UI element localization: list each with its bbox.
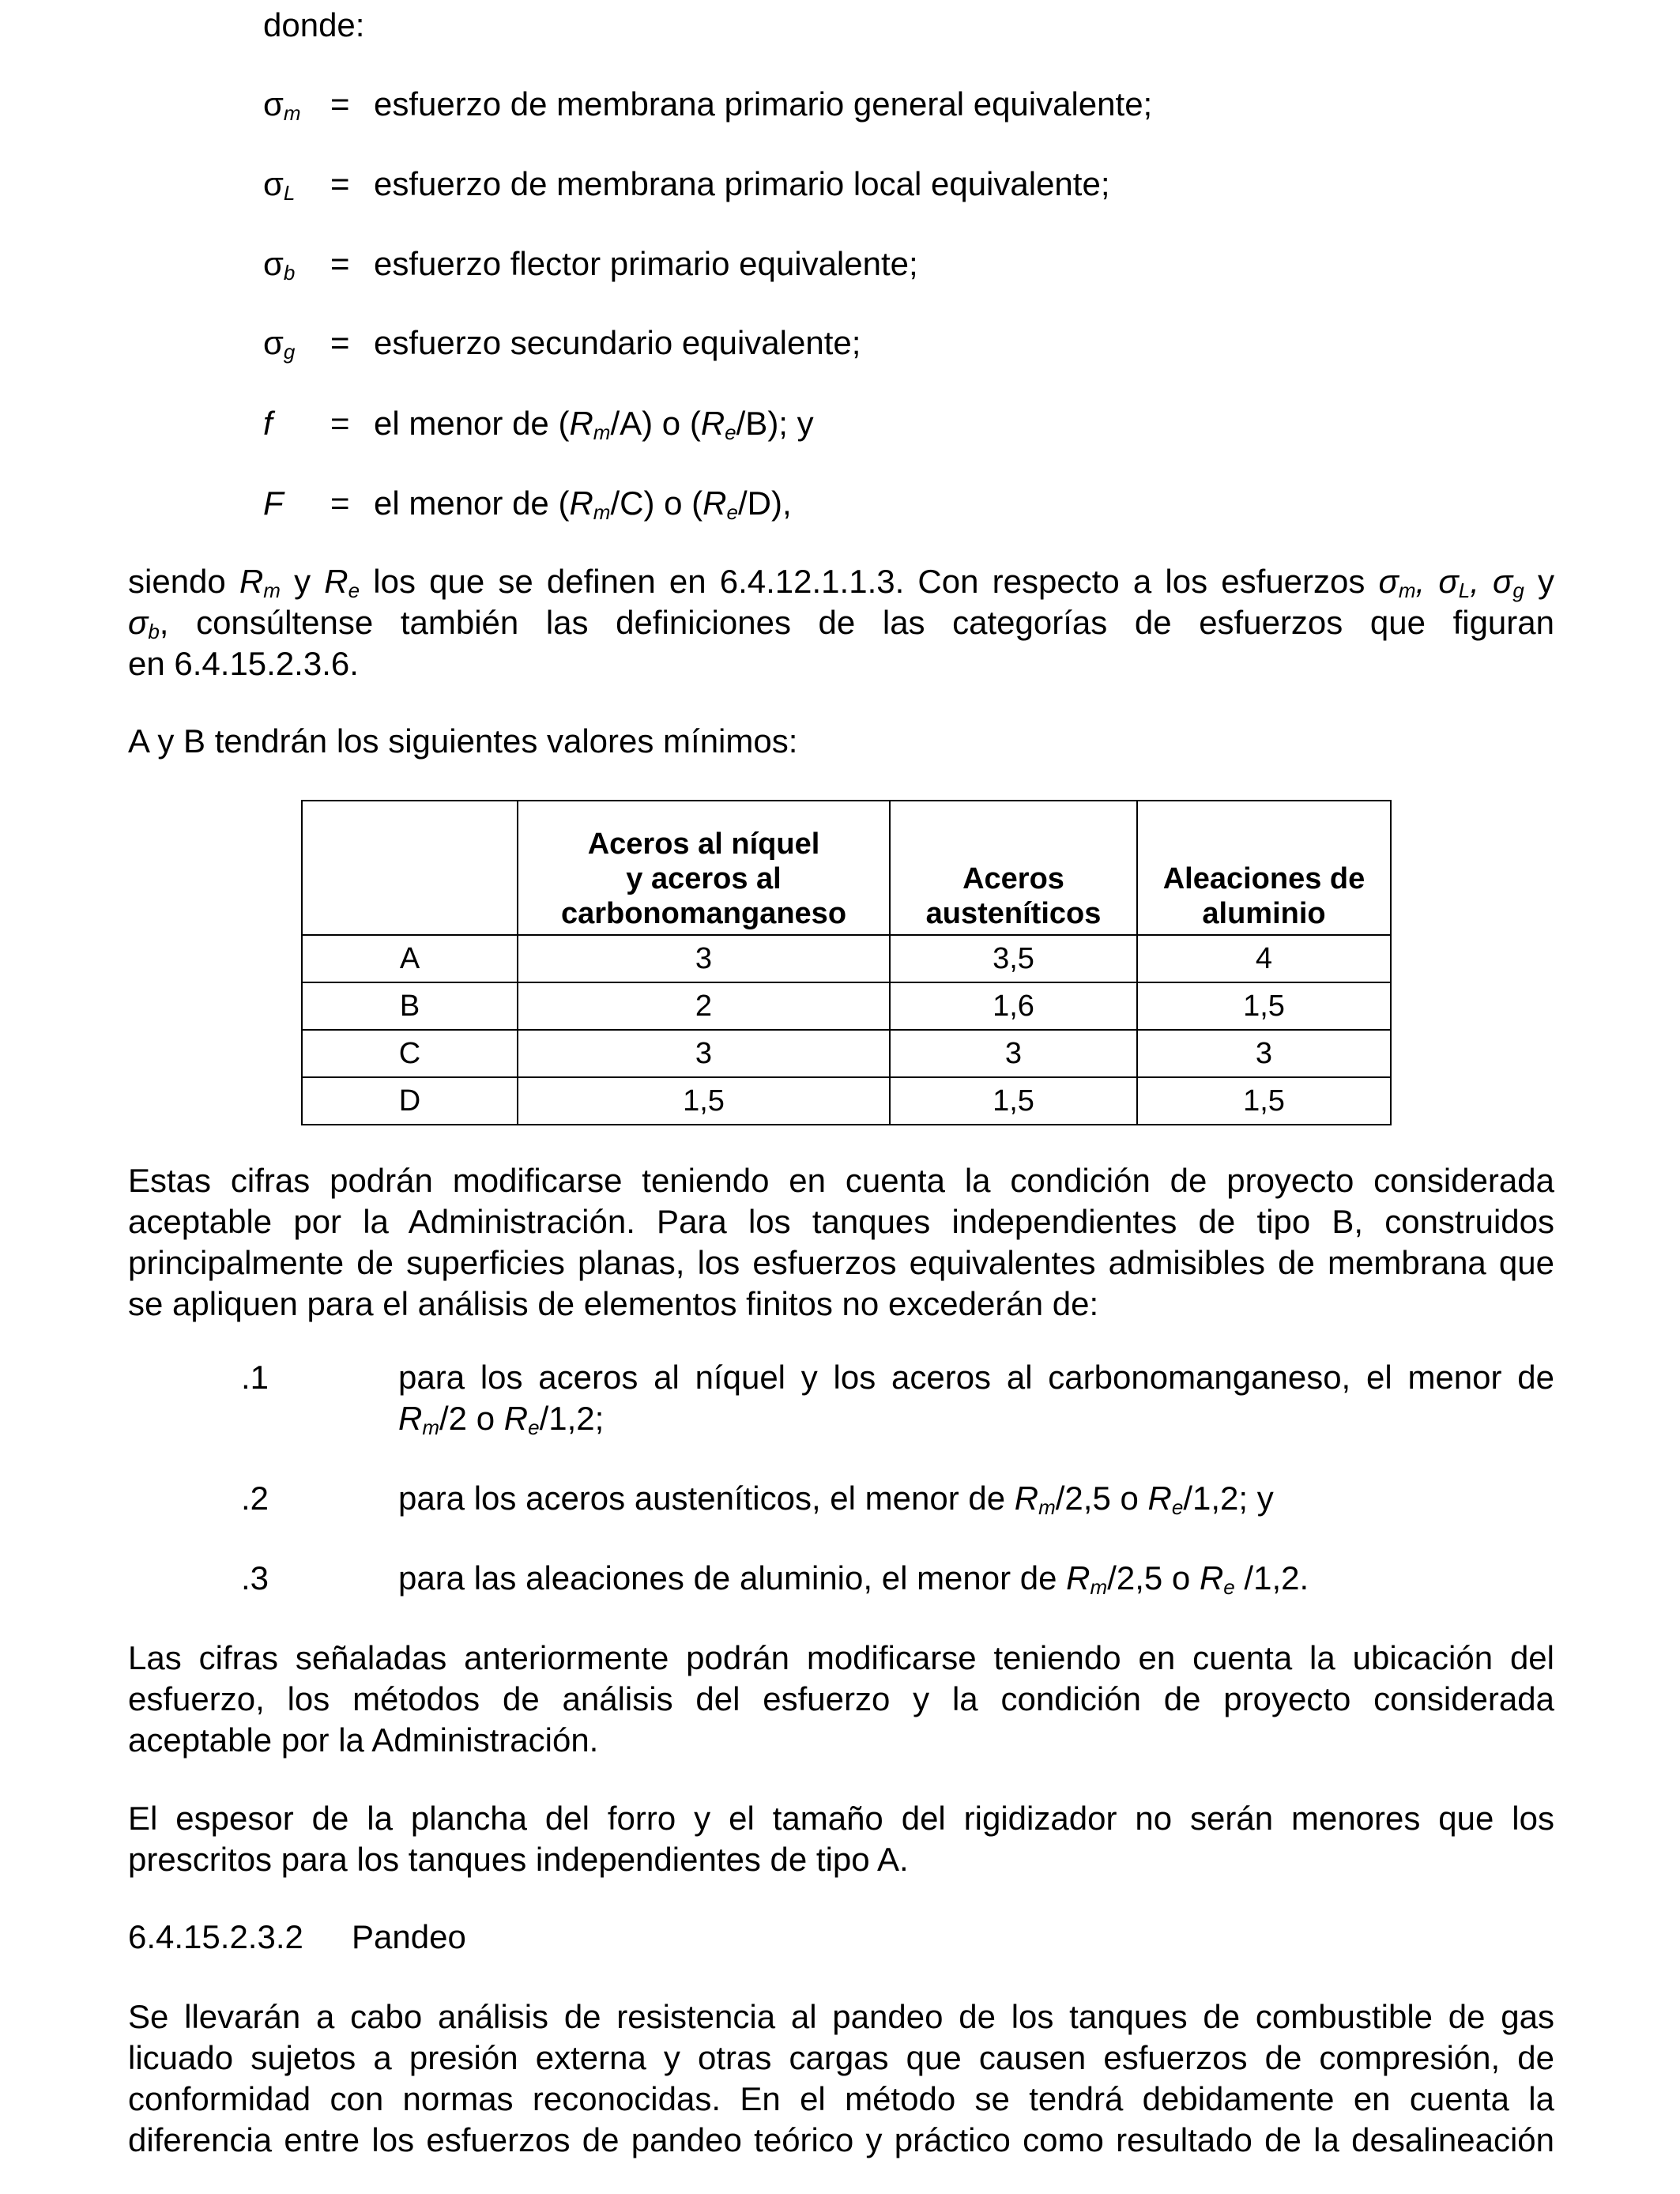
table-cell: B [302,982,518,1030]
paragraph-line: Estas cifras podrán modificarse teniendo en cuenta la condición de proyecto considerada [128,1162,1554,1199]
table-cell: 4 [1137,935,1391,982]
list-item-number: .3 [241,1559,269,1596]
table-cell: 1,5 [1137,1077,1391,1125]
table-header-empty [302,801,518,935]
def-equals: = [330,405,350,442]
table-cell: A [302,935,518,982]
table-cell: 1,5 [1137,982,1391,1030]
def-symbol-sigma-b: $\sigma_b$ [263,245,296,285]
def-text: el menor de $(R_m/A)$ o $(R_e/B)$; y [374,405,814,444]
paragraph-line: principalmente de superficies planas, los esfuerzos equivalentes admisibles de membrana que [128,1244,1554,1281]
def-symbol-sigma-m: $\sigma_m$ [263,85,301,125]
table-cell: 1,5 [518,1077,890,1125]
paragraph-line: siendo $R_m$ y $R_e$ los que se definen en 6.4.12.1.1.3. Con respecto a los esfuerzos $\sigma_m$, $\sigma_L$, $\sigma_g$ y [128,563,1554,602]
list-item-line: para los aceros al níquel y los aceros al carbonomanganeso, el menor de [398,1359,1554,1396]
table-row [302,1077,1391,1125]
paragraph-espesor [128,1798,1554,1880]
table-cell: 1,5 [890,1077,1137,1125]
table-header-row [302,801,1391,935]
table-row [302,1030,1391,1077]
list-item-line: $R_m/2$ o $R_e/1,2$; [398,1400,605,1439]
table-cell: 1,6 [890,982,1137,1030]
table-row [302,935,1391,982]
paragraph-line: Se llevarán a cabo análisis de resistencia al pandeo de los tanques de combustible de gas [128,1998,1554,2035]
table-cell: D [302,1077,518,1125]
def-text: esfuerzo de membrana primario general equivalente; [374,85,1153,123]
section-title: Pandeo [352,1918,466,1955]
table-row [302,982,1391,1030]
paragraph-line: conformidad con normas reconocidas. En el método se tendrá debidamente en cuenta la [128,2080,1554,2117]
minimum-values-table [301,800,1392,1125]
def-equals: = [330,85,350,123]
paragraph-ab: A y B tendrán los siguientes valores mínimos: [128,722,798,760]
paragraph-las-cifras [128,1638,1554,1761]
list-item: para los aceros austeníticos, el menor de $R_m/2,5$ o $R_e/1,2$; y [398,1480,1274,1519]
section-number: 6.4.15.2.3.2 [128,1918,303,1955]
def-equals: = [330,165,350,202]
table-cell: 3 [1137,1030,1391,1077]
paragraph-line: El espesor de la plancha del forro y el tamaño del rigidizador no serán menores que los [128,1800,1554,1837]
table-cell: 3 [518,935,890,982]
list-item [398,1357,1554,1439]
paragraph-line: $\sigma_b$, consúltense también las definiciones de las categorías de esfuerzos que figuran [128,604,1554,643]
paragraph-line: licuado sujetos a presión externa y otras cargas que causen esfuerzos de compresión, de [128,2039,1554,2076]
list-item-number: .2 [241,1480,269,1517]
paragraph-line: prescritos para los tanques independientes de tipo A. [128,1841,909,1878]
paragraph-line: se apliquen para el análisis de elementos finitos no excederán de: [128,1285,1099,1322]
intro-text: donde: [263,6,365,43]
table-cell: 3 [890,1030,1137,1077]
def-equals: = [330,245,350,282]
list-item-number: .1 [241,1359,269,1396]
table-cell: 3,5 [890,935,1137,982]
def-text: el menor de $(R_m/C)$ o $(R_e/D)$, [374,484,792,524]
paragraph-line: en 6.4.15.2.3.6. [128,645,359,682]
paragraph-line: diferencia entre los esfuerzos de pandeo teórico y práctico como resultado de la desalineación [128,2121,1554,2158]
list-item: para las aleaciones de aluminio, el menor de $R_m/2,5$ o $R_e$ /1,2. [398,1559,1309,1599]
paragraph-pandeo [128,1996,1554,2161]
table-header-nickel-steels: Aceros al níquel y aceros al carbonomanganeso [518,801,890,935]
def-equals: = [330,484,350,522]
def-symbol-sigma-g: $\sigma_g$ [263,324,296,364]
paragraph-estas-cifras [128,1160,1554,1325]
def-text: esfuerzo de membrana primario local equivalente; [374,165,1110,202]
def-symbol-f-lower: f [263,405,273,442]
def-text: esfuerzo flector primario equivalente; [374,245,918,282]
paragraph-siendo [128,561,1554,684]
def-text: esfuerzo secundario equivalente; [374,324,861,361]
def-symbol-f-upper: F [263,484,284,522]
table-header-austenitic-steels: Aceros austeníticos [890,801,1137,935]
paragraph-line: Las cifras señaladas anteriormente podrán modificarse teniendo en cuenta la ubicación del [128,1639,1554,1676]
table-cell: 3 [518,1030,890,1077]
table-cell: C [302,1030,518,1077]
table-cell: 2 [518,982,890,1030]
paragraph-line: esfuerzo, los métodos de análisis del esfuerzo y la condición de proyecto considerada [128,1680,1554,1717]
paragraph-line: aceptable por la Administración. Para los tanques independientes de tipo B, construidos [128,1203,1554,1240]
table-header-aluminium-alloys: Aleaciones de aluminio [1137,801,1391,935]
def-equals: = [330,324,350,361]
def-symbol-sigma-l: $\sigma_L$ [263,165,296,205]
paragraph-line: aceptable por la Administración. [128,1721,599,1759]
